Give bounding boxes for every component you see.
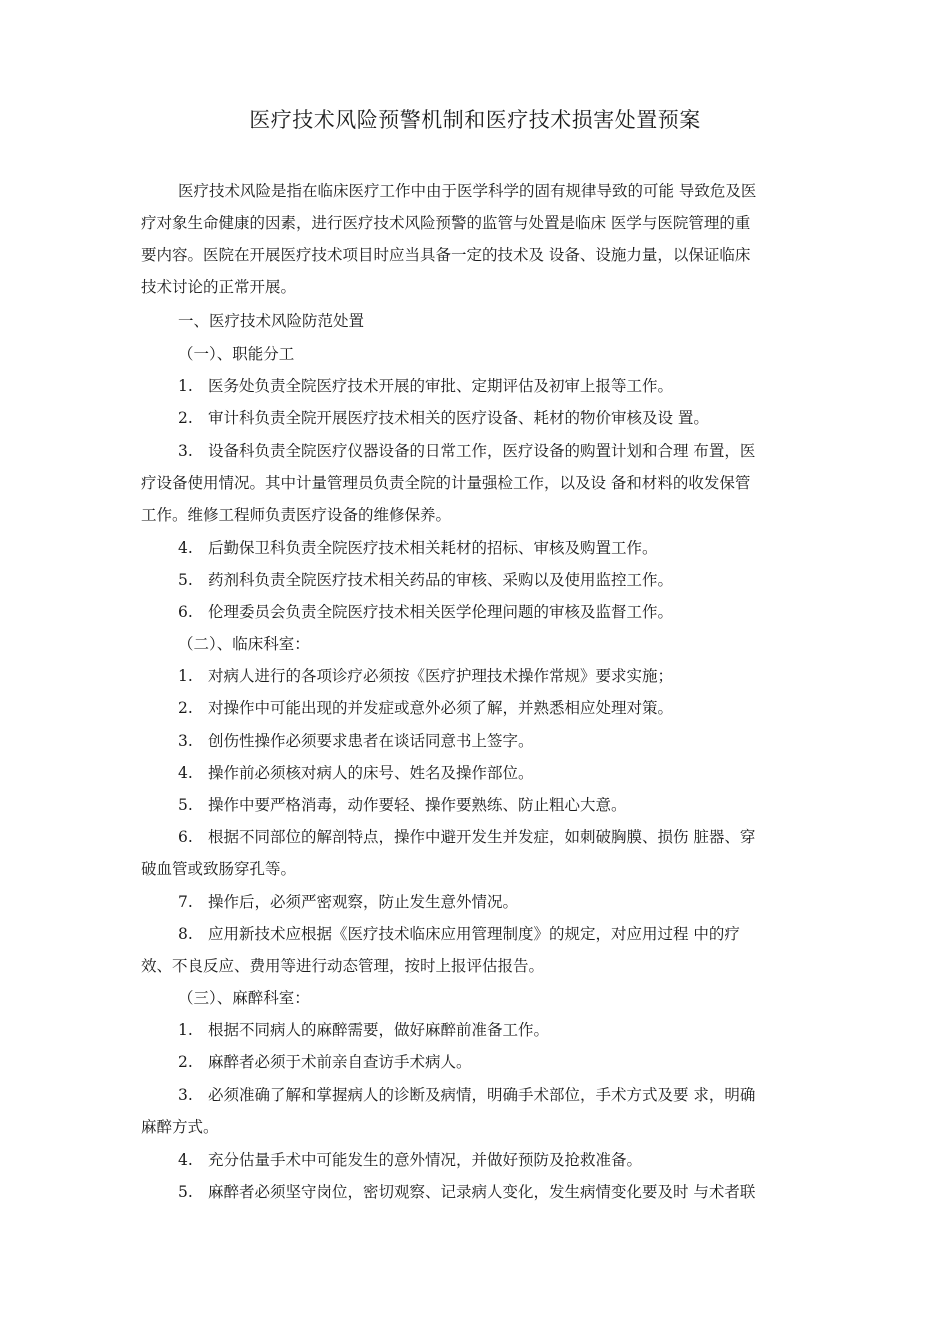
item-text: 创伤性操作必须要求患者在谈话同意书上签字。 — [208, 732, 534, 750]
list-item — [178, 408, 709, 428]
list-item — [178, 795, 627, 815]
list-item — [178, 1052, 472, 1072]
item-text: 操作中要严格消毒，动作要轻、操作要熟练、防止粗心大意。 — [208, 796, 627, 814]
item-number: 1. — [178, 667, 193, 685]
item-text: 必须准确了解和掌握病人的诊断及病情，明确手术部位，手术方式及要 求，明确 — [208, 1086, 756, 1104]
item-text: 操作后，必须严密观察，防止发生意外情况。 — [208, 893, 519, 911]
item-text: 根据不同部位的解剖特点，操作中避开发生并发症，如刺破胸膜、损伤 脏器、穿 — [208, 828, 756, 846]
section-heading: 一、医疗技术风险防范处置 — [178, 312, 365, 330]
list-item — [178, 666, 673, 686]
item-continuation: 破血管或致肠穿孔等。 — [141, 860, 297, 878]
list-item — [178, 924, 740, 944]
item-text: 麻醉者必须于术前亲自查访手术病人。 — [208, 1053, 472, 1071]
item-continuation: 工作。维修工程师负责医疗设备的维修保养。 — [141, 506, 452, 524]
item-number: 3. — [178, 1086, 193, 1104]
intro-line: 要内容。医院在开展医疗技术项目时应当具备一定的技术及 设备、设施力量，以保证临床 — [141, 246, 751, 264]
item-number: 8. — [178, 925, 193, 943]
item-text: 根据不同病人的麻醉需要，做好麻醉前准备工作。 — [208, 1021, 550, 1039]
item-text: 对病人进行的各项诊疗必须按《医疗护理技术操作常规》要求实施； — [208, 667, 674, 685]
item-number: 2. — [178, 409, 193, 427]
item-number: 3. — [178, 732, 193, 750]
list-item — [178, 1085, 755, 1105]
item-text: 后勤保卫科负责全院医疗技术相关耗材的招标、审核及购置工作。 — [208, 539, 658, 557]
item-continuation: 麻醉方式。 — [141, 1118, 219, 1136]
item-text: 审计科负责全院开展医疗技术相关的医疗设备、耗材的物价审核及设 置。 — [208, 409, 709, 427]
subsection-heading: （二）、临床科室： — [178, 635, 310, 653]
item-number: 1. — [178, 377, 193, 395]
subsection-heading: （三）、麻醉科室： — [178, 989, 310, 1007]
item-text: 应用新技术应根据《医疗技术临床应用管理制度》的规定，对应用过程 中的疗 — [208, 925, 740, 943]
item-number: 4. — [178, 764, 193, 782]
item-continuation: 效、不良反应、费用等进行动态管理，按时上报评估报告。 — [141, 957, 545, 975]
list-item — [178, 731, 534, 751]
item-text: 麻醉者必须坚守岗位，密切观察、记录病人变化，发生病情变化要及时 与术者联 — [208, 1183, 756, 1201]
item-text: 充分估量手术中可能发生的意外情况，并做好预防及抢救准备。 — [208, 1151, 643, 1169]
item-number: 2. — [178, 1053, 193, 1071]
list-item — [178, 538, 658, 558]
item-number: 4. — [178, 1151, 193, 1169]
item-number: 4. — [178, 539, 193, 557]
item-continuation: 疗设备使用情况。其中计量管理员负责全院的计量强检工作，以及设 备和材料的收发保管 — [141, 474, 751, 492]
list-item — [178, 827, 755, 847]
list-item — [178, 763, 534, 783]
item-number: 6. — [178, 603, 193, 621]
intro-line: 技术讨论的正常开展。 — [141, 278, 297, 296]
list-item — [178, 376, 673, 396]
item-number: 1. — [178, 1021, 193, 1039]
list-item — [178, 892, 518, 912]
list-item — [178, 1182, 755, 1202]
item-text: 医务处负责全院医疗技术开展的审批、定期评估及初审上报等工作。 — [208, 377, 674, 395]
document-title: 医疗技术风险预警机制和医疗技术损害处置预案 — [249, 108, 701, 132]
item-number: 6. — [178, 828, 193, 846]
list-item — [178, 570, 673, 590]
item-number: 5. — [178, 571, 193, 589]
list-item — [178, 698, 673, 718]
list-item — [178, 441, 755, 461]
item-text: 对操作中可能出现的并发症或意外必须了解，并熟悉相应处理对策。 — [208, 699, 674, 717]
item-text: 伦理委员会负责全院医疗技术相关医学伦理问题的审核及监督工作。 — [208, 603, 674, 621]
subsection-heading: （一）、职能分工 — [178, 345, 295, 363]
item-number: 2. — [178, 699, 193, 717]
item-text: 操作前必须核对病人的床号、姓名及操作部位。 — [208, 764, 534, 782]
list-item — [178, 1020, 549, 1040]
list-item — [178, 1150, 642, 1170]
item-number: 5. — [178, 796, 193, 814]
item-number: 3. — [178, 442, 193, 460]
item-text: 设备科负责全院医疗仪器设备的日常工作，医疗设备的购置计划和合理 布置，医 — [208, 442, 756, 460]
intro-line: 医疗技术风险是指在临床医疗工作中由于医学科学的固有规律导致的可能 导致危及医 — [178, 182, 757, 200]
intro-line: 疗对象生命健康的因素，进行医疗技术风险预警的监管与处置是临床 医学与医院管理的重 — [141, 214, 751, 232]
item-text: 药剂科负责全院医疗技术相关药品的审核、采购以及使用监控工作。 — [208, 571, 674, 589]
list-item — [178, 602, 673, 622]
item-number: 5. — [178, 1183, 193, 1201]
item-number: 7. — [178, 893, 193, 911]
